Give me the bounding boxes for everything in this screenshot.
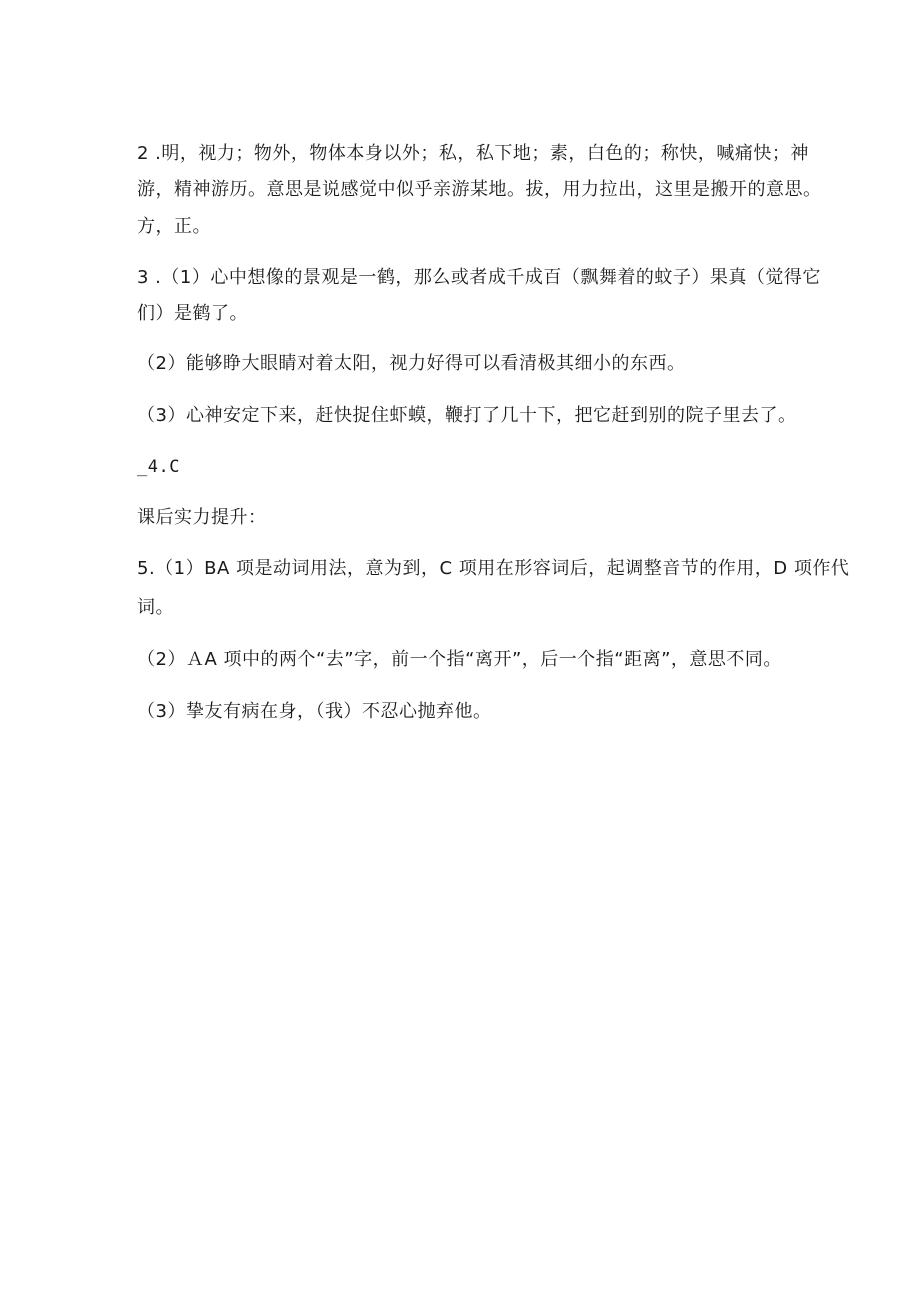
answer-5-part-2: （2）ＡA 项中的两个“去”字，前一个指“离开”，后一个指“距离”，意思不同。	[137, 649, 782, 670]
answer-4: _4.C	[137, 457, 180, 477]
answer-3-line-1: 3 .（1）心中想像的景观是一鹤，那么或者成千成百（飘舞着的蚊子）果真（觉得它	[137, 267, 821, 288]
answer-3-part-3: （3）心神安定下来，赶快捉住虾蟆，鞭打了几十下，把它赶到别的院子里去了。	[137, 405, 797, 426]
answer-2-line-1: 2 .明，视力；物外，物体本身以外；私，私下地；素，白色的；称快，喊痛快；神	[137, 143, 809, 164]
answer-3-part-2: （2）能够睁大眼睛对着太阳，视力好得可以看清极其细小的东西。	[137, 353, 686, 374]
answer-5-part-3: （3）挚友有病在身，（我）不忍心抛弃他。	[137, 701, 492, 722]
answer-3-line-2: 们）是鹤了。	[137, 303, 248, 324]
answer-2-line-3: 方，正。	[137, 216, 211, 237]
answer-2-line-2: 游，精神游历。意思是说感觉中似乎亲游某地。拔，用力拉出，这里是搬开的意思。	[137, 179, 822, 200]
answer-5-line-2: 词。	[137, 597, 174, 618]
answer-5-line-1: 5.（1）BA 项是动词用法，意为到，C 项用在形容词后，起调整音节的作用，D 项作代	[137, 558, 850, 579]
section-heading: 课后实力提升：	[137, 507, 267, 528]
